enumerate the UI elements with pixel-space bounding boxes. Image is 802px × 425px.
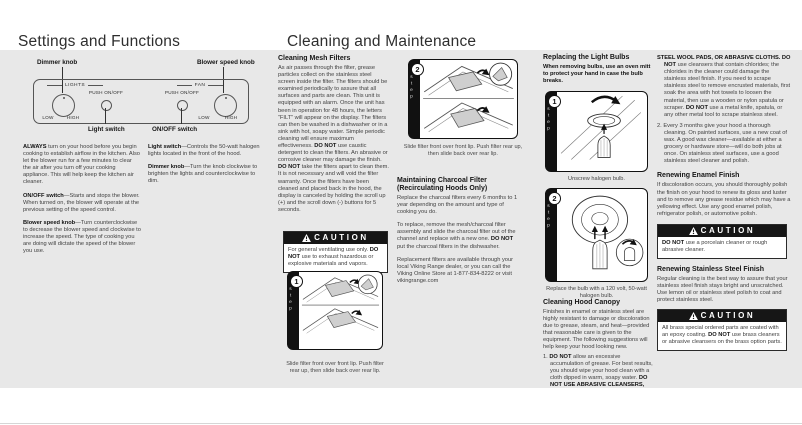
push-onoff-label-left: PUSH ON/OFF [88,90,124,95]
filter-replacement-illustration [422,62,515,135]
section-title-cleaning: Cleaning and Maintenance [287,33,477,50]
filter-step-1-figure [287,271,383,350]
caution-text: DO NOT use a porcelain cleaner or rough abrasive cleaner. [662,239,768,253]
blower-speed-knob-label: Blower speed knob [197,59,255,66]
light-switch-button[interactable] [101,100,112,111]
light-bulbs-heading: Replacing the Light Bulbs [543,54,630,61]
light-bulbs-warning: When removing bulbs, use an oven mitt to protect your hand in case the bulb breaks. [543,64,651,85]
caution-box-general [283,231,388,273]
hood-canopy-section [543,299,653,389]
step-number-badge: 2 [411,63,424,76]
caution-label: CAUTION [314,233,369,243]
list-item: 1. DO NOT allow an excessive accumulation of grease. For best results, you should wipe your hood clean with a cloth dipped in warm, soapy water. DO NOT USE ABRASIVE CLEANSERS, [543,354,653,388]
light-bulbs-section [543,54,653,85]
step-word: step [546,204,551,230]
onoff-switch-button[interactable] [177,100,188,111]
fan-group-label [172,83,228,88]
paragraph: Replace the charcoal filters every 6 months to 1 year depending on the amount and type of cooking you do. [397,195,518,216]
paragraph: If discoloration occurs, you should thoroughly polish the finish on your hood to renew its gloss and luster and to remove any grease residue which may have a yellowing effect. Use any good enamel polish, refrigerator polish, or automotive polish. [657,182,791,217]
caution-box-brass [657,309,787,351]
paragraph: Light switch—Controls the 50-watt halogen lights located in the front of the hood. [148,144,260,158]
paragraph: As air passes through the filter, grease particles collect on the stainless steel screen inside the filter. The filters should be examined periodically to assure that all surfaces and parts are clean. This unit is equipped with an alarm. Once the unit has been in operation for 48 hours, the letters “FILT” will appear on the display. The filters can then be washed in a dishwasher or in a sink with hot, soapy water. Simple periodic cleaning will ensure maximum effectiveness. DO NOT use caustic detergent to clean the filters. An abrasive or corrosive cleaner may damage the finish. DO NOT take the filters apart to clean them. It is not necessary and will void the filter warranty. Once the filters have been cleaned and placed back in the hood, the display is canceled by holding the scroll up (+) and the scroll down (-) buttons for 5 seconds. [278,65,389,213]
renewing-enamel-heading: Renewing Enamel Finish [657,172,740,180]
paragraph: Replacement filters are available through your local Viking Range dealer, or you can call the Viking Online Store at 1-877-834-8222 or visit vikingrange.com [397,256,514,284]
paragraph: Regular cleaning is the best way to assure that your stainless steel finish stays bright and unscratched. Use lemon oil or stainless steel polish to coat and protect stainless steel. [657,275,788,304]
step-word: step [409,75,414,101]
bulb-step-2-caption: Replace the bulb with a 120 volt, 50-watt halogen bulb. [546,286,647,299]
paragraph: Dimmer knob—Turn the knob clockwise to brighten the lights and counterclockwise to dim. [148,164,258,185]
dash-line [208,85,223,86]
hood-canopy-heading: Cleaning Hood Canopy [543,299,620,306]
section-title-settings: Settings and Functions [18,33,181,50]
low-label-left: LOW [42,115,54,120]
step-word: step [546,107,551,133]
dash-line [47,85,62,86]
paragraph: ON/OFF switch—Starts and stops the blower. When turned on, the blower will operate at the previous setting of the speed control. [23,192,140,213]
caution-label: CAUTION [700,311,756,321]
settings-column-1 [23,144,141,261]
caution-text: For general ventilating use only. DO NOT use to exhaust hazardous or explosive materials and vapors. [288,247,379,267]
filter-step-2-figure [408,59,518,139]
control-panel [33,79,249,124]
caution-label: CAUTION [700,226,756,236]
caution-header [658,225,786,237]
onoff-switch-label: ON/OFF switch [152,126,198,133]
charcoal-filter-section [397,177,521,291]
dash-line [177,85,192,86]
renewing-stainless-heading: Renewing Stainless Steel Finish [657,265,764,273]
page-bottom-rule [0,423,802,424]
mesh-filters-heading: Cleaning Mesh Filters [278,55,351,62]
caution-header [284,232,387,244]
paragraph: To replace, remove the mesh/charcoal filter assembly and slide the charcoal filter out of the channel and replace with a new one. DO NOT put the charcoal filters in the dishwasher. [397,222,516,250]
high-label-right: HIGH [224,115,238,120]
onoff-switch-callout-line [181,108,182,124]
paragraph: ALWAYS turn on your hood before you begin cooking to establish airflow in the kitchen. Also let the blower run for a few minutes to clear the air after you turn off your cooking appliance. This will help keep the kitchen air cleaner. [23,144,140,186]
warning-icon [689,312,698,320]
filter-step-2-caption: Slide filter front over front lip. Push filter rear up, then slide back over rear lip. [403,144,523,157]
caution-text: All brass special ordered parts are coated with an epoxy coating. DO NOT use brass cleaners or abrasive cleansers on the brass option parts. [662,325,782,346]
list-item: 2. Every 3 months give your hood a thorough cleaning. On painted surfaces, use a new coat of wax. A good wax cleaner—available at either a grocery or hardware store—will do both jobs at once. On stainless steel surfaces, use a good stainless steel cleaner and polish. [657,122,787,165]
caution-box-porcelain [657,224,787,259]
warning-icon [689,227,698,235]
light-switch-callout-line [105,108,106,124]
caution-header [658,310,786,322]
light-switch-label: Light switch [88,126,125,133]
bulb-step-1-caption: Unscrew halogen bulb. [568,176,625,182]
right-column [657,55,791,351]
lights-group-label [42,83,108,88]
dimmer-knob[interactable] [52,94,75,117]
mesh-filters-section [278,55,390,220]
dimmer-knob-label: Dimmer knob [37,59,78,66]
step-word: step [288,287,293,313]
dash-line [88,85,103,86]
bulb-step-1-figure [545,91,648,172]
fan-group-text: FAN [194,83,206,88]
step-number-badge: 1 [548,95,561,108]
paragraph: Blower speed knob—Turn counterclockwise to decrease the blower speed and clockwise to increase the speed. The type of cooking you are doing will dictate the speed of the blower you use. [23,219,141,255]
warning-icon [302,234,311,242]
filter-step-1-caption: Slide filter front over front lip. Push filter rear up, then slide back over rear lip. [286,361,384,374]
charcoal-filter-heading: Maintaining Charcoal Filter (Recirculating Hoods Only) [397,177,488,192]
low-label-right: LOW [198,115,210,120]
high-label-left: HIGH [66,115,80,120]
replace-bulb-illustration [559,191,645,271]
settings-column-2 [148,144,266,191]
bulb-step-2-figure [545,188,648,282]
unscrew-bulb-illustration [559,94,645,162]
lights-group-text: LIGHTS [64,83,86,88]
push-onoff-label-right: PUSH ON/OFF [164,90,200,95]
filter-removal-illustration [301,274,380,336]
step-number-badge: 1 [290,275,303,288]
blower-speed-knob[interactable] [214,94,237,117]
step-number-badge: 2 [548,192,561,205]
paragraph: Finishes in enamel or stainless steel are highly resistant to damage or discoloration due to grease, steam, and heat—provided that reasonable care is given to the equipment. The following suggestions will help keep your hood looking new. [543,309,650,350]
list-item-continuation: STEEL WOOL PADS, OR ABRASIVE CLOTHS. DO NOT use cleansers that contain chlorides; the chlorides in the cleaner could damage the stainless steel finish. If you need to scrape stainless steel to remove encrusted materials, first soak the area with hot towels to loosen the material, then use a wooden or nylon spatula or scraper. DO NOT use a metal knife, spatula, or any other metal tool to scrape stainless steel. [657,55,791,118]
